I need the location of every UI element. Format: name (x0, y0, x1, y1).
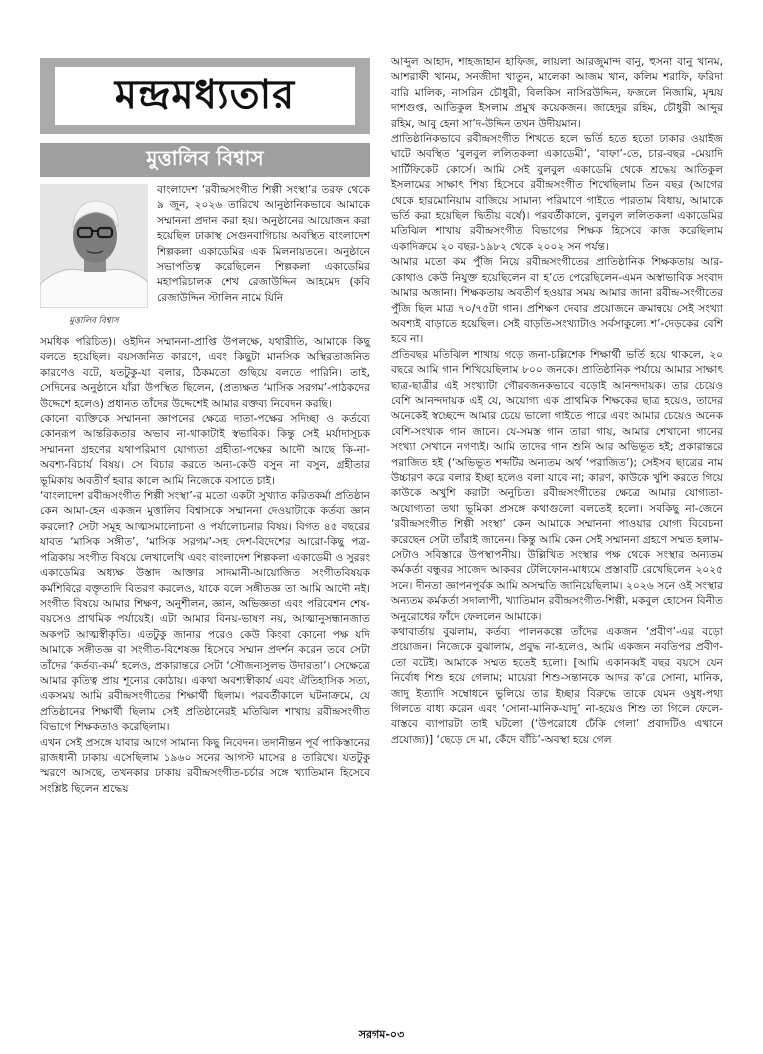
right-column (391, 55, 723, 748)
article-title: মন্দ্রমধ্যতার (55, 67, 355, 125)
paragraph: আব্দুল আহাদ, শাহজাহান হাফিজ, লায়লা আরজুমান্দ বানু, হুসনা বানু খানম, আশরাফী খানম, সনজীদা খাতুন, মালেকা আজম খান, কলিম শরাফি, ফরিদা বারি মালিক, নাসরিন চৌধুরী, বিলকিস নাসিরউদ্দিন, ফজলে নিজামি, মৃন্ময় দাশগুপ্ত, আতিকুল ইসলাম প্রমুখ কয়েকজন। জাহেদুর রহিম, চৌধুরী আব্দুর রহিম, আবু হেনা সা’দ-উদ্দিন তখন উদীয়মান। (391, 56, 723, 130)
paragraph: প্রাতিষ্ঠানিকভাবে রবীন্দ্রসংগীত শিখতে হলে ভর্তি হতে হতো ঢাকার ওয়াইজ ঘাটে অবস্থিত ‘বুলবুল ললিতকলা একাডেমী’, ‘বাফা’-তে, চার-বছর -মেয়াদি সার্টিফিকেট কোর্সে। আমি সেই বুলবুল একাডেমি থেকে শ্রদ্ধেয় আতিকুল ইসলামের সাক্ষাৎ শিষ্য হিসেবে রবীন্দ্রসংগীত শিখেছিলাম তিন বছর (আগের থেকে হারমোনিয়াম বাজিয়ে সামান্য পরিমাণে গাইতে পারতাম বিধায়, আমাকে ভর্তি করা হয়েছিল দ্বিতীয় বর্ষে)। পরবর্তীকালে, বুলবুল ললিতকলা একাডেমির মতিঝিল শাখায় রবীন্দ্রসংগীত বিভাগের শিক্ষক হিসেবে কাজ করেছিলাম একাদিক্রমে ২০ বছর-১৯৮২ থেকে ২০০২ সন পর্যন্ত। (391, 133, 723, 253)
page-footer: সরগম-০৩ (358, 1028, 405, 1041)
paragraph: আমার মতো কম পুঁজি নিয়ে রবীন্দ্রসংগীতের প্রাতিষ্ঠানিক শিক্ষকতায় আর-কোথাও কেউ নিযুক্ত হয়েছিলেন বা হ’তে পেরেছিলেন-এমন অস্বাভাবিক সংবাদ আমার অজানা। শিক্ষকতায় অবতীর্ণ হওয়ার সময় আমার জানা রবীন্দ্র-সংগীতের পুঁজি ছিল মাত্র ৭০/৭৫টা গান। প্রশিক্ষণ দেবার প্রয়োজনে ক্রমান্বয়ে সেই সংখ্যা অবশ্যই বাড়াতে হয়েছিল। সেই বাড়তি-সংখ্যাটাও সর্বসাকুল্যে শ’-দেড়কের বেশি হবে না। (391, 256, 723, 346)
title-banner (40, 58, 370, 134)
lead-paragraph (157, 183, 370, 306)
paragraph: সমধিক পরিচিত)। ওইদিন সম্মাননা-প্রাপ্তি উপলক্ষে, যথারীতি, আমাকে কিছু বলতে হয়েছিল। বয়সজনিত কারণে, এবং কিছুটা মানসিক অস্থিরতাজনিত কারণেও বটে, যতটুকু-যা বলার, ঠিকমতো গুছিয়ে বলতে পারিনি। তাই, সেদিনের অনুষ্ঠানে যাঁরা উপস্থিত ছিলেন, (প্রত্যক্ষত ‘মাসিক সরগম’-পাঠকদের উদ্দেশে হলেও) প্রধানত তাঁদের উদ্দেশেই আমার বক্তব্য নিবেদন করছি। (40, 336, 370, 410)
author-photo (40, 184, 148, 308)
paragraph: বাংলাদেশ ‘রবীন্দ্রসংগীত শিল্পী সংস্থা’র তরফ থেকে ৯ জুন, ২০২৬ তারিখে আনুষ্ঠানিকভাবে আমাকে সম্মাননা প্রদান করা হয়। অনুষ্ঠানের আয়োজন করা হয়েছিল ঢাকাস্থ সেগুনবাগিচায় অবস্থিত বাংলাদেশ শিল্পকলা একাডেমির এক মিলনায়তনে। অনুষ্ঠানে সভাপতিত্ব করেছিলেন শিল্পকলা একাডেমির মহাপরিচালক শেখ রেজাউদ্দিন আহমেদ (কবি রেজাউদ্দিন স্টালিন নামে যিনি (157, 184, 370, 304)
paragraph: প্রতিবছর মতিঝিল শাখায় গড়ে জনা-চল্লিশেক শিক্ষার্থী ভর্তি হয়ে থাকলে, ২০ বছরে আমি গান শিখিয়েছিলাম ৮০০ জনকে। প্রাতিষ্ঠানিক পর্যায়ে আমার সাক্ষাৎ ছাত্র-ছাত্রীর এই সংখ্যাটা গৌরবজনকভাবে বড়োই আনন্দদায়ক। তার চেয়েও বেশি আনন্দদায়ক এই যে, অযোগ্য এক প্রাথমিক শিক্ষকের ছাত্র হয়েও, তাদের অনেকেই স্বচ্ছেন্দে আমার চেয়ে ভালো গাইতে পারে এবং আমার চেয়েও অনেক বেশি-সংখ্যক গান জানে। যে-সমস্ত গান তারা গায়, আমার শেখানো গানের সংখ্যা সেখানে নগণ্যই। আমি তাদের গান শুনি আর অভিভূত হই; প্রকারান্তরে পরাজিত হই (‘অভিভূত শব্দটির অন্যতম অর্থ ‘পরাজিত’); সেইসব ছাত্রের নাম উচ্চারণ করে বলার ইচ্ছা হলেও বলা যাবে না; কারণ, কাউকে খুশি করতে গিয়ে কাউকে অখুশি করাটা অনুচিত। রবীন্দ্রসংগীতের ক্ষেত্রে আমার যোগ্যতা-অযোগ্যতা তথা ভূমিকা প্রসঙ্গে কথাগুলো বলতেই হলো। সবকিছু না-জেনে ‘রবীন্দ্রসংগীত শিল্পী সংস্থা’ কেন আমাকে সম্মাননা পাওয়ার যোগ্য বিবেচনা করেছেন সেটা তাঁরাই জানেন। কিন্তু আমি কেন সেই সম্মাননা গ্রহণে সম্মত হলাম-সেটাও সবিস্তারে উপস্থাপনীয়। উল্লিখিত সংস্থার পক্ষ থেকে সংস্থার অন্যতম কর্মকর্তা বন্ধুবর সাজেদ আকবর টেলিফোন-মাধ্যমে প্রস্তাবটি রেখেছিলেন ২০২৫ সনে। দীনতা জ্ঞাপনপূর্বক আমি অসম্মতি জানিয়েছিলাম। ২০২৬ সনে ওই সংস্থার অন্যতম কর্মকর্তা সদালাপী, খ্যাতিমান রবীন্দ্রসংগীত-শিল্পী, মকবুল হোসেন বিনীত অনুরোধের ফাঁদে ফেললেন আমাকে। (391, 348, 723, 623)
author-byline: মুত্তালিব বিশ্বাস (40, 143, 370, 177)
left-column (40, 335, 370, 797)
paragraph: ‘বাংলাদেশ রবীন্দ্রসংগীত শিল্পী সংস্থা’-র মতো একটা সুখ্যাত করিতকর্মা প্রতিষ্ঠান কেন আমা-হেন একজন মুত্তালিব বিশ্বাসকে সম্মাননা দেওয়াটাকে কর্তব্য জ্ঞান করলো? সেটা সমূহ আত্মসমালোচনা ও পর্যালোচনার বিষয়। বিগত ৪৫ বছরের যাবত ‘মাসিক সঙ্গীত’, ‘মাসিক সরগম’-সহ দেশ-বিদেশের আরো-কিছু পত্র-পত্রিকায় সংগীত বিষয়ে লেখালেখি এবং বাংলাদেশ শিল্পকলা একাডেমী ও সুররং একাডেমির অধ্যক্ষ উস্তাদ আক্তার সাদমানী-আয়োজিত সংগীতবিষয়ক কর্মশিবিরে বক্তৃতাদি বিতরণ করলেও, যাকে বলে সঙ্গীতজ্ঞ তা আমি আদৌ নই। সংগীত বিষয়ে আমার শিক্ষণ, অনুশীলন, জ্ঞান, অভিজ্ঞতা এবং পরিবেশন শেষ-বয়সেও প্রাথমিক পর্যায়েই। এটা আমার বিনয়-ভাষণ নয়, আত্মানুসন্ধানজাত অকপট আত্মস্বীকৃতি। এতটুকু জানার পরেও কেউ কিংবা কোনো পক্ষ যদি আমাকে সঙ্গীতজ্ঞ বা সংগীত-বিশেষজ্ঞ হিসেবে সম্মান প্রদর্শন করেন তবে সেটা তাঁদের ‘কর্তব্য-কর্ম’ হলেও, প্রকারান্তরে সেটা ‘সৌজন্যসুলভ উদারতা’। সেক্ষেত্রে আমার কৃতিত্ব প্রায় শূন্যের কোঠায়। একথা অবশ্যস্বীকার্য এবং ঐতিহাসিক সত্য, একসময় আমি রবীন্দ্রসংগীতের শিক্ষার্থী ছিলাম। পরবর্তীকালে ঘটনাক্রমে, যে প্রতিষ্ঠানের শিক্ষার্থী ছিলাম সেই প্রতিষ্ঠানেরই মতিঝিল শাখায় রবীন্দ্রসংগীত বিভাগে শিক্ষকতাও করেছিলাম। (40, 490, 370, 734)
paragraph: এখন সেই প্রসঙ্গে যাবার আগে সামান্য কিছু নিবেদন। তদানীন্তন পূর্ব পাকিস্তানের রাজধানী ঢাকায় এসেছিলাম ১৯৬০ সনের আগস্ট মাসের ৪ তারিখে। যতটুকু স্মরণে আসছে, তখনকার ঢাকায় রবীন্দ্রসংগীত-চর্চার সঙ্গে খ্যাতিমান হিসেবে সংশ্লিষ্ট ছিলেন শ্রদ্ধেয় (40, 736, 370, 795)
photo-caption: মুত্তালিব বিশ্বাস (69, 316, 119, 326)
paragraph: কোনো ব্যক্তিকে সম্মাননা জ্ঞাপনের ক্ষেত্রে দাতা-পক্ষের সদিচ্ছা ও কর্তব্যে কোনরূপ আন্তরিকতার অভাব না-থাকাটাই স্বভাবিক। কিন্তু সেই মর্যাদাসূচক সম্মাননা গ্রহণের যথাপরিমাণ যোগ্যতা গ্রহীতা-পক্ষের আদৌ আছে কি-না-অবশ্য-বিচার্য বিষয়। সে বিচার করতে অন্য-কেউ বসুন না বসুন, গ্রহীতার ভূমিকায় অবতীর্ণ হবার কালে আমি নিজেকে বসাতে চাই। (40, 413, 370, 487)
paragraph: কথাবার্তায় বুঝলাম, কর্তব্য পালনকল্পে তাঁদের একজন ‘প্রবীণ’-এর বড়ো প্রয়োজন। নিজেকে বুঝালাম, প্রবুদ্ধ না-হলেও, আমি একজন নবতিপর প্রবীণ-তো বটেই। আমাকে সম্মত হতেই হলো। [আমি একানব্বই বছর বয়সে যেন নির্বোধ শিশু হয়ে গেলাম; মায়েরা শিশু-সন্তানকে আদর ক’রে সোনা, মানিক, জাদু ইত্যাদি সম্বোধনে ভুলিয়ে তার ইচ্ছার বিরুদ্ধে তাকে যেমন ওষুধ-পথ্য গিলতে বাধ্য করেন এবং ‘সোনা-মানিক-যাদু’ না-হয়েও শিশু তা গিলে ফেলে-বাস্তবে ব্যাপারটা তাই ঘটলো (‘উপরোধে ঢেঁকি গেলা’ প্রবাদটিও এখানে প্রযোজ্য)] ‘ছেড়ে দে মা, কেঁদে বাঁচি’-অবস্থা হয়ে গেল (391, 626, 723, 746)
